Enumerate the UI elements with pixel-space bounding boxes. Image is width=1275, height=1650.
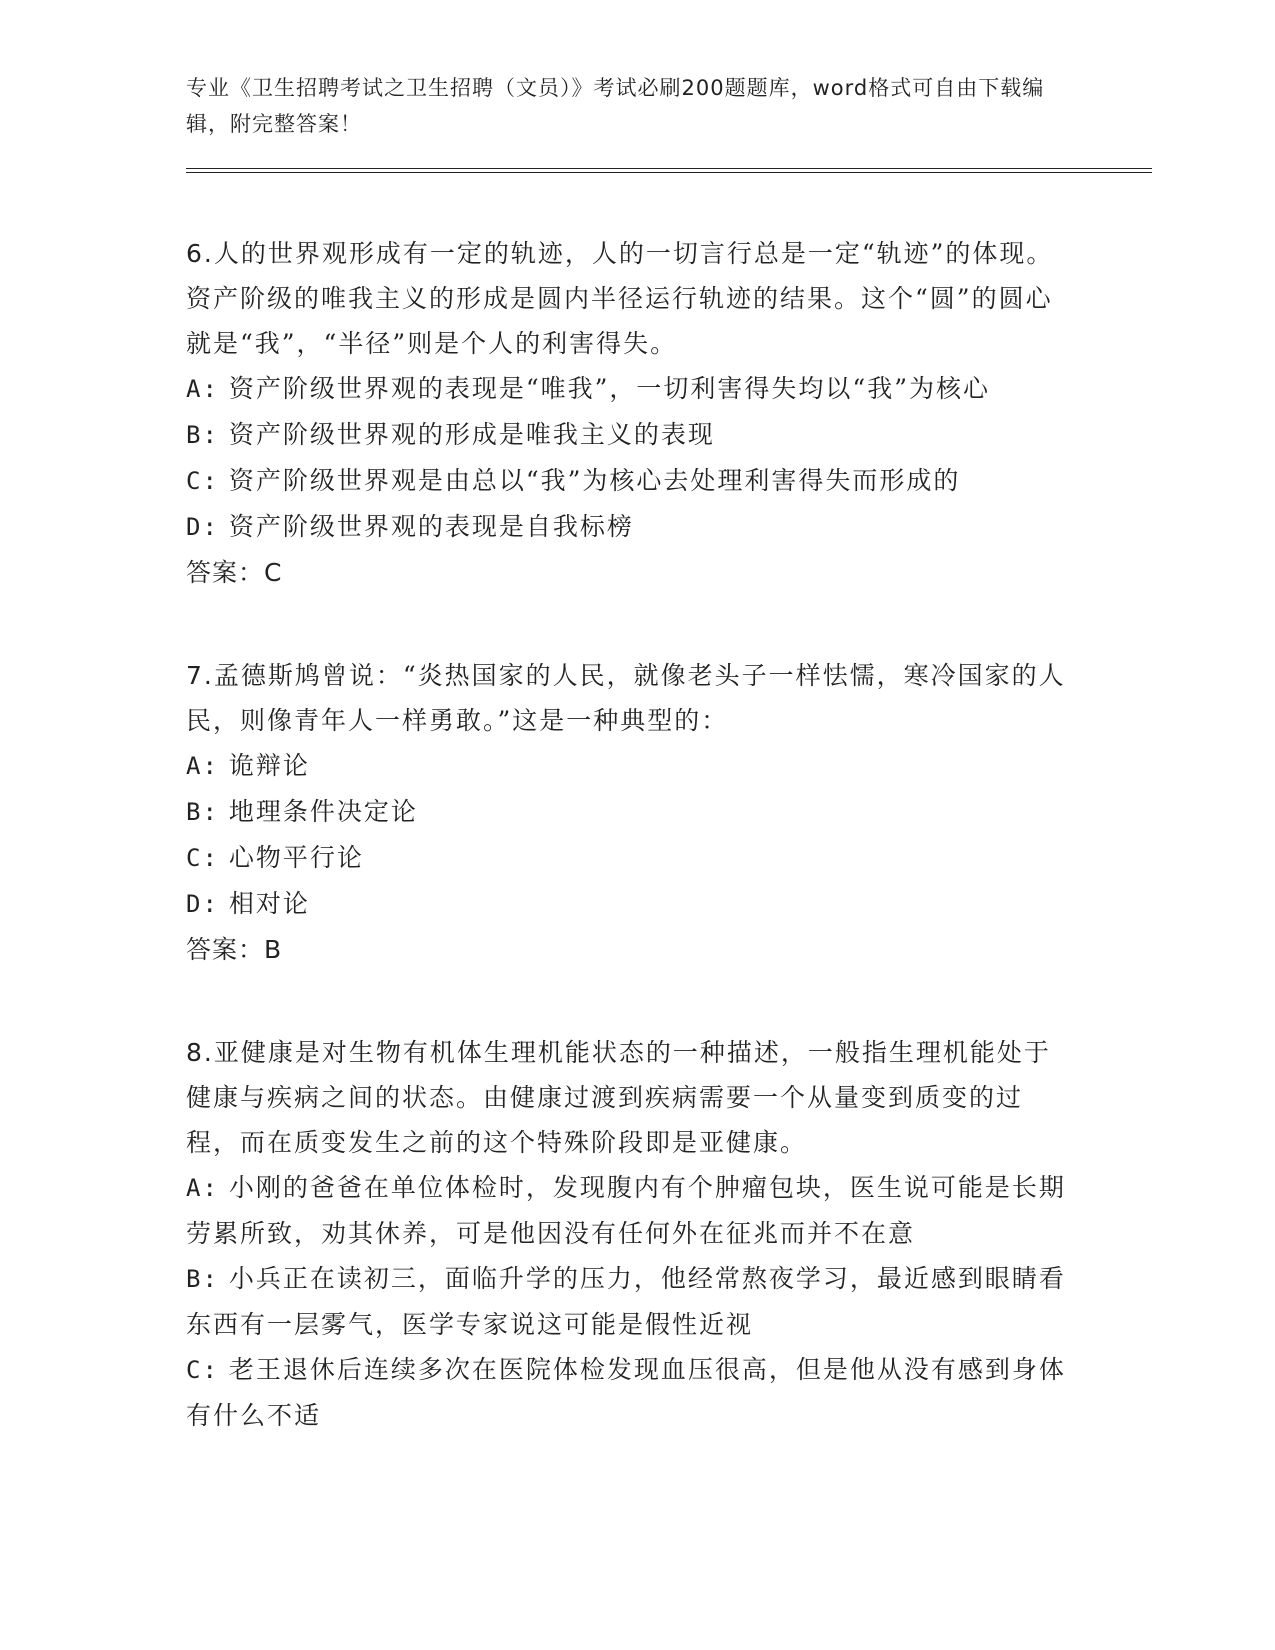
document-title: 专业《卫生招聘考试之卫生招聘（文员）》考试必刷200题题库，word格式可自由下载编辑，附完整答案！ [186,76,1045,136]
question-text: 人的世界观形成有一定的轨迹，人的一切言行总是一定“轨迹”的体现。资产阶级的唯我主义的形成是圆内半径运行轨迹的结果。这个“圆”的圆心就是“我”，“半径”则是个人的利害得失。 [186,239,1054,358]
question-8 [186,1030,1146,1438]
option-letter: D: [186,513,219,541]
option-d [186,504,1076,550]
option-text: 相对论 [228,889,310,918]
option-text: 心物平行论 [228,843,364,872]
answer-line: 答案：C [186,558,283,587]
question-6 [186,231,1146,595]
document-page [186,70,1146,1438]
option-text: 老王退休后连续多次在医院体检发现血压很高，但是他从没有感到身体有什么不适 [186,1355,1066,1430]
option-a [186,743,1076,789]
option-letter: C: [186,1356,219,1384]
option-a [186,366,1076,412]
option-letter: C: [186,467,219,495]
question-7 [186,653,1146,972]
option-letter: A: [186,752,219,780]
question-stem [186,231,1076,366]
option-d [186,881,1076,927]
question-number: 7. [186,661,214,690]
option-c [186,458,1076,504]
header-double-rule [186,168,1152,173]
option-letter: A: [186,1174,219,1202]
option-text: 诡辩论 [228,751,310,780]
option-a [186,1165,1076,1256]
option-letter: A: [186,375,219,403]
option-text: 资产阶级世界观的表现是“唯我”，一切利害得失均以“我”为核心 [228,374,990,403]
answer-line: 答案：B [186,935,283,964]
option-letter: B: [186,1265,219,1293]
option-letter: B: [186,798,219,826]
option-c [186,835,1076,881]
option-text: 资产阶级世界观是由总以“我”为核心去处理利害得失而形成的 [228,466,961,495]
option-c [186,1347,1076,1438]
question-number: 6. [186,239,214,268]
question-stem [186,653,1076,743]
option-text: 小刚的爸爸在单位体检时，发现腹内有个肿瘤包块，医生说可能是长期劳累所致，劝其休养，可是他因没有任何外在征兆而并不在意 [186,1173,1066,1248]
question-stem [186,1030,1076,1165]
question-number: 8. [186,1038,214,1067]
option-text: 地理条件决定论 [228,797,418,826]
option-b [186,412,1076,458]
option-letter: D: [186,890,219,918]
option-b [186,789,1076,835]
option-text: 资产阶级世界观的表现是自我标榜 [228,512,634,541]
option-letter: B: [186,421,219,449]
option-text: 资产阶级世界观的形成是唯我主义的表现 [228,420,715,449]
option-b [186,1256,1076,1347]
question-text: 孟德斯鸠曾说：“炎热国家的人民，就像老头子一样怯懦，寒冷国家的人民，则像青年人一样勇敢。”这是一种典型的： [186,661,1066,735]
option-letter: C: [186,844,219,872]
question-text: 亚健康是对生物有机体生理机能状态的一种描述，一般指生理机能处于健康与疾病之间的状态。由健康过渡到疾病需要一个从量变到质变的过程，而在质变发生之前的这个特殊阶段即是亚健康。 [186,1038,1051,1157]
option-text: 小兵正在读初三，面临升学的压力，他经常熬夜学习，最近感到眼睛看东西有一层雾气，医学专家说这可能是假性近视 [186,1264,1066,1339]
